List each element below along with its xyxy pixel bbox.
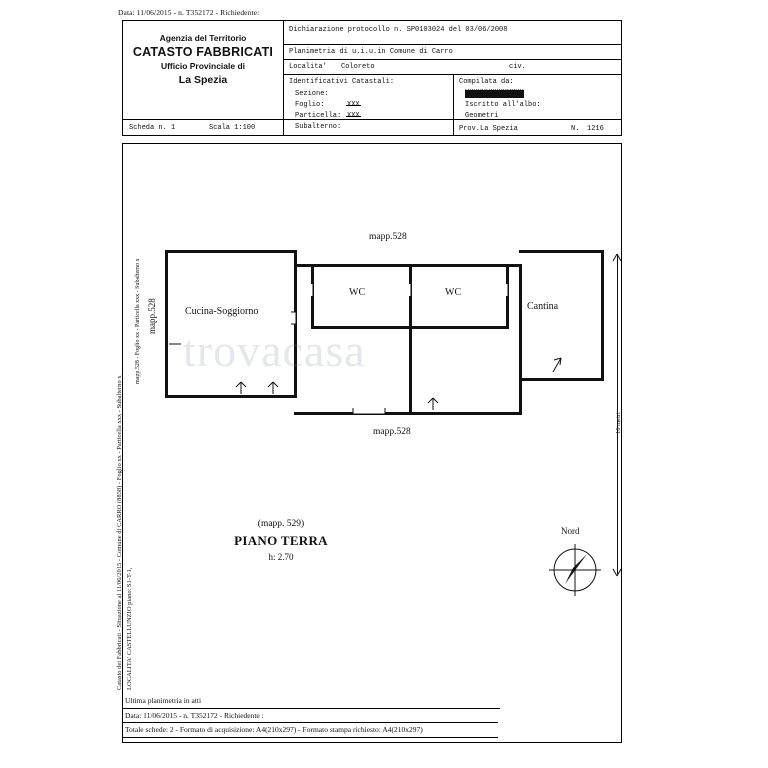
agency-line-3: Ufficio Provinciale di <box>160 61 246 72</box>
parcel-label-bottom: mapp.528 <box>373 427 411 437</box>
scheda-scale: Scala 1:100 <box>209 123 256 132</box>
scheda-number: Scheda n. 1 <box>129 123 176 132</box>
watermark-trovacasa: trovacasa <box>183 325 366 376</box>
footer-line-3: Totale schede: 2 - Formato di acquisizione: A4(210x297) - Formato stampa richiesto: A4(210x297) <box>122 722 498 738</box>
header-divider-4 <box>283 59 621 60</box>
agency-line-2: CATASTO FABBRICATI <box>132 45 274 60</box>
header-divider-3 <box>283 44 621 45</box>
declaration-civ-label: civ. <box>509 63 526 71</box>
document-header-line: Data: 11/06/2015 - n. T352172 - Richiedente: <box>118 8 260 17</box>
legend-parcel: (mapp. 529) <box>257 519 305 529</box>
compiled-prov-label: Prov.La Spezia <box>459 125 518 133</box>
header-divider-1 <box>283 21 284 135</box>
declaration-locality-label: Localita' <box>289 63 327 71</box>
compiled-albo-label: Iscritto all'albo: <box>465 101 541 109</box>
room-label-cantina: Cantina <box>527 301 559 312</box>
cadastral-label-sezione: Sezione: <box>295 90 329 98</box>
floorplan <box>123 144 623 744</box>
document-footer <box>122 694 500 738</box>
declaration-line-2: Planimetria di u.i.u.in Comune di Carro <box>289 48 453 56</box>
room-label-wc-1: WC <box>349 287 366 298</box>
parcel-label-left: mapp.528 <box>147 298 157 334</box>
cadastral-value-foglio: XXX <box>347 101 360 109</box>
agency-line-4: La Spezia <box>178 73 228 86</box>
side-text-archive-2: LOCALITA' CASTELLUNZIO piano: S1-T-1, <box>126 567 133 690</box>
compiled-albo-value: Geometri <box>465 112 499 120</box>
cadastral-value-particella: XXX <box>347 112 360 120</box>
cadastral-label-subalterno: Subalterno: <box>295 123 342 131</box>
compiled-number-label: N. <box>571 125 580 133</box>
declaration-line-1: Dichiarazione protocollo n. SP0103024 del 03/06/2008 <box>289 26 508 34</box>
header-table <box>122 20 622 136</box>
footer-line-2: Data: 11/06/2015 - n. T352172 - Richiedente : <box>122 708 500 723</box>
declaration-locality-value: Coloreto <box>341 63 375 71</box>
dimension-label: 10 metri <box>615 412 622 434</box>
side-text-inner: mapp.528 - Foglio xx - Particella xxx - Subalterno x <box>135 258 141 384</box>
compass-icon <box>543 538 607 602</box>
compiled-title: Compilata da: <box>459 78 514 86</box>
cadastral-label-foglio: Foglio: <box>295 101 325 109</box>
header-divider-2 <box>453 74 454 135</box>
compiled-number-value: 1216 <box>587 125 604 133</box>
floor-legend <box>201 519 361 562</box>
header-divider-5 <box>283 74 621 75</box>
legend-height: h: 2.70 <box>268 552 294 562</box>
room-label-wc-2: WC <box>445 287 462 298</box>
legend-floor: PIANO TERRA <box>234 533 328 548</box>
parcel-label-top: mapp.528 <box>369 232 407 242</box>
compiled-name-redacted: XXXXXXXXXXXXXX <box>465 89 524 97</box>
footer-line-1: Ultima planimetria in atti <box>125 696 202 705</box>
agency-line-1: Agenzia del Territorio <box>159 33 247 43</box>
scheda-row <box>123 119 283 136</box>
agency-block <box>123 21 283 87</box>
side-text-archive-1: Catasto dei Fabbricati - Situazione al 11/06/2015 - Comune di CARRO (8838) - Foglio xx - Particella xxx - Subalterno x <box>116 375 123 690</box>
planimetry-frame <box>122 143 622 743</box>
north-label: Nord <box>561 526 580 536</box>
cadastral-title: Identificativi Catastali: <box>289 78 395 86</box>
cadastral-label-particella: Particella: <box>295 112 342 120</box>
room-label-cucina-soggiorno: Cucina-Soggiorno <box>185 306 259 317</box>
